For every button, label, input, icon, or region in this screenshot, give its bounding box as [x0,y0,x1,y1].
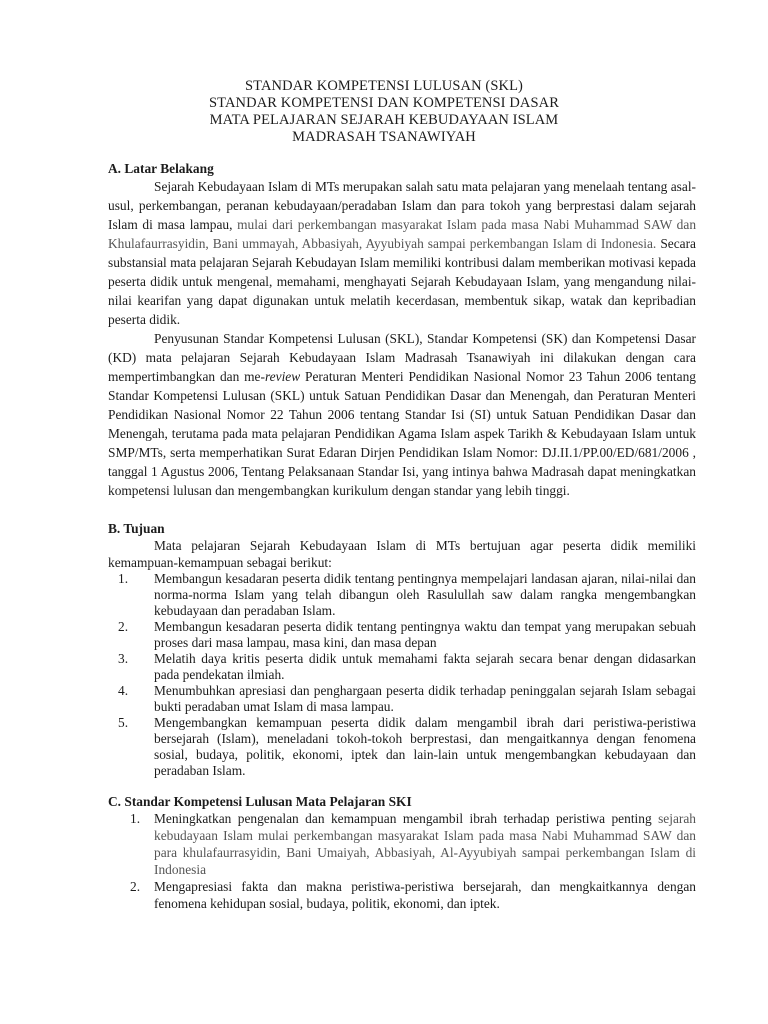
list-item [108,810,696,878]
list-item-number: 1. [130,811,141,826]
document-body [108,160,696,912]
list-item-text: Mengembangkan kemampuan peserta didik dalam mengambil ibrah dari peristiwa-peristiwa bersejarah (Islam), meneladani tokoh-tokoh berprestasi, dan mengaitkannya dengan fenomena sosial, budaya, politik, ekonomi, iptek dan lain-lain untuk mengembangkan kebudayaan dan peradaban Islam. [154,715,696,778]
section-b-heading: B. Tujuan [108,521,165,536]
list-item-number: 5. [118,715,129,730]
list-item-text-2: sejarah kebudayaan Islam mulai perkembangan masyarakat Islam pada masa Nabi Muhammad SAW dan para khulafaurrasyidin, Bani Umaiyah, Abbasiyah, Al-Ayyubiyah sampai perkembangan Islam di Indonesia [154,811,697,877]
section-a-p1-text-2: mulai dari perkembangan masyarakat Islam pada masa Nabi Muhammad SAW dan Khulafaurrasyidin, Bani ummayah, Abbasiyah, Ayyubiyah sampai perkembangan Islam di Indonesia. [108,217,697,251]
section-c-heading: C. Standar Kompetensi Lulusan Mata Pelajaran SKI [108,794,412,809]
section-a-paragraph-2 [108,329,696,500]
section-a-heading: A. Latar Belakang [108,161,214,176]
list-item [108,878,696,912]
title-line-1: STANDAR KOMPETENSI LULUSAN (SKL) [245,78,523,94]
section-a-p1-text-3: Secara substansial mata pelajaran Sejarah Kebudayan Islam memiliki kontribusi dalam memberikan motivasi kepada peserta didik untuk mengenal, memahami, menghayati Sejarah Kebudayaan Islam, yang mengandung nilai-nilai kearifan yang dapat digunakan untuk melatih kecerdasan, membentuk sikap, watak dan kepribadian peserta didik. [108,236,696,327]
section-a-paragraph-1 [108,177,696,329]
section-a-p2-italic: review [264,369,301,384]
list-item-text: Membangun kesadaran peserta didik tentang pentingnya mempelajari landasan ajaran, nilai-nilai dan norma-norma Islam yang telah dibangun oleh Rasulullah saw dalam rangka mengembangkan kebudayaan dan peradaban Islam. [154,571,696,618]
title-line-2: STANDAR KOMPETENSI DAN KOMPETENSI DASAR [209,95,559,111]
document-title [0,78,768,146]
list-item-text: Mengapresiasi fakta dan makna peristiwa-peristiwa bersejarah, dan mengkaitkannya dengan fenomena kehidupan sosial, budaya, politik, ekonomi, dan iptek. [154,879,696,911]
list-item [108,571,696,619]
list-item-number: 4. [118,683,129,698]
list-item-number: 2. [130,879,141,894]
list-item [108,651,696,683]
list-item-text: Melatih daya kritis peserta didik untuk memahami fakta sejarah secara benar dengan didasarkan pada pendekatan ilmiah. [154,651,696,682]
section-b-intro [108,537,696,571]
list-item-text: Membangun kesadaran peserta didik tentang pentingnya waktu dan tempat yang merupakan sebuah proses dari masa lampau, masa kini, dan masa depan [154,619,696,650]
list-item [108,683,696,715]
section-a-p2-text-2: Peraturan Menteri Pendidikan Nasional Nomor 23 Tahun 2006 tentang Standar Kompetensi Lulusan (SKL) untuk Satuan Pendidikan Dasar dan Menengah, dan Peraturan Menteri Pendidikan Nasional Nomor 22 Tahun 2006 tentang Standar Isi (SI) untuk Satuan Pendidikan Dasar dan Menengah, terutama pada mata pelajaran Pendidikan Agama Islam aspek Tarikh & Kebudayaan Islam untuk SMP/MTs, serta memperhatikan Surat Edaran Dirjen Pendidikan Islam Nomor: DJ.II.1/PP.00/ED/681/2006 , tanggal 1 Agustus 2006, Tentang Pelaksanaan Standar Isi, yang intinya bahwa Madrasah dapat meningkatkan kompetensi lulusan dan mengembangkan kurikulum dengan standar yang lebih tinggi. [108,369,696,498]
title-line-4: MADRASAH TSANAWIYAH [292,129,476,145]
section-a-p2-text-1: Penyusunan Standar Kompetensi Lulusan (SKL), Standar Kompetensi (SK) dan Kompetensi Dasar (KD) mata pelajaran Sejarah Kebudayaan Islam Madrasah Tsanawiyah ini dilakukan dengan cara mempertimbangkan dan me- [108,331,696,384]
list-item [108,619,696,651]
section-a-p1-text-1: Sejarah Kebudayaan Islam di MTs merupakan salah satu mata pelajaran yang menelaah tentang asal-usul, perkembangan, peranan kebudayaan/peradaban Islam dan para tokoh yang berprestasi dalam sejarah Islam di masa lampau, [108,179,696,232]
list-item-text: Menumbuhkan apresiasi dan penghargaan peserta didik terhadap peninggalan sejarah Islam sebagai bukti peradaban umat Islam di masa lampau. [154,683,696,714]
list-item-number: 1. [118,571,129,586]
list-item [108,715,696,779]
list-item-number: 2. [118,619,129,634]
list-item-number: 3. [118,651,129,666]
section-c-list [108,810,696,912]
list-item-text-1: Meningkatkan pengenalan dan kemampuan mengambil ibrah terhadap peristiwa penting [154,811,652,826]
section-b-list [108,571,696,779]
section-b-intro-text: Mata pelajaran Sejarah Kebudayaan Islam di MTs bertujuan agar peserta didik memiliki kemampuan-kemampuan sebagai berikut: [108,538,696,570]
title-line-3: MATA PELAJARAN SEJARAH KEBUDAYAAN ISLAM [209,112,559,128]
